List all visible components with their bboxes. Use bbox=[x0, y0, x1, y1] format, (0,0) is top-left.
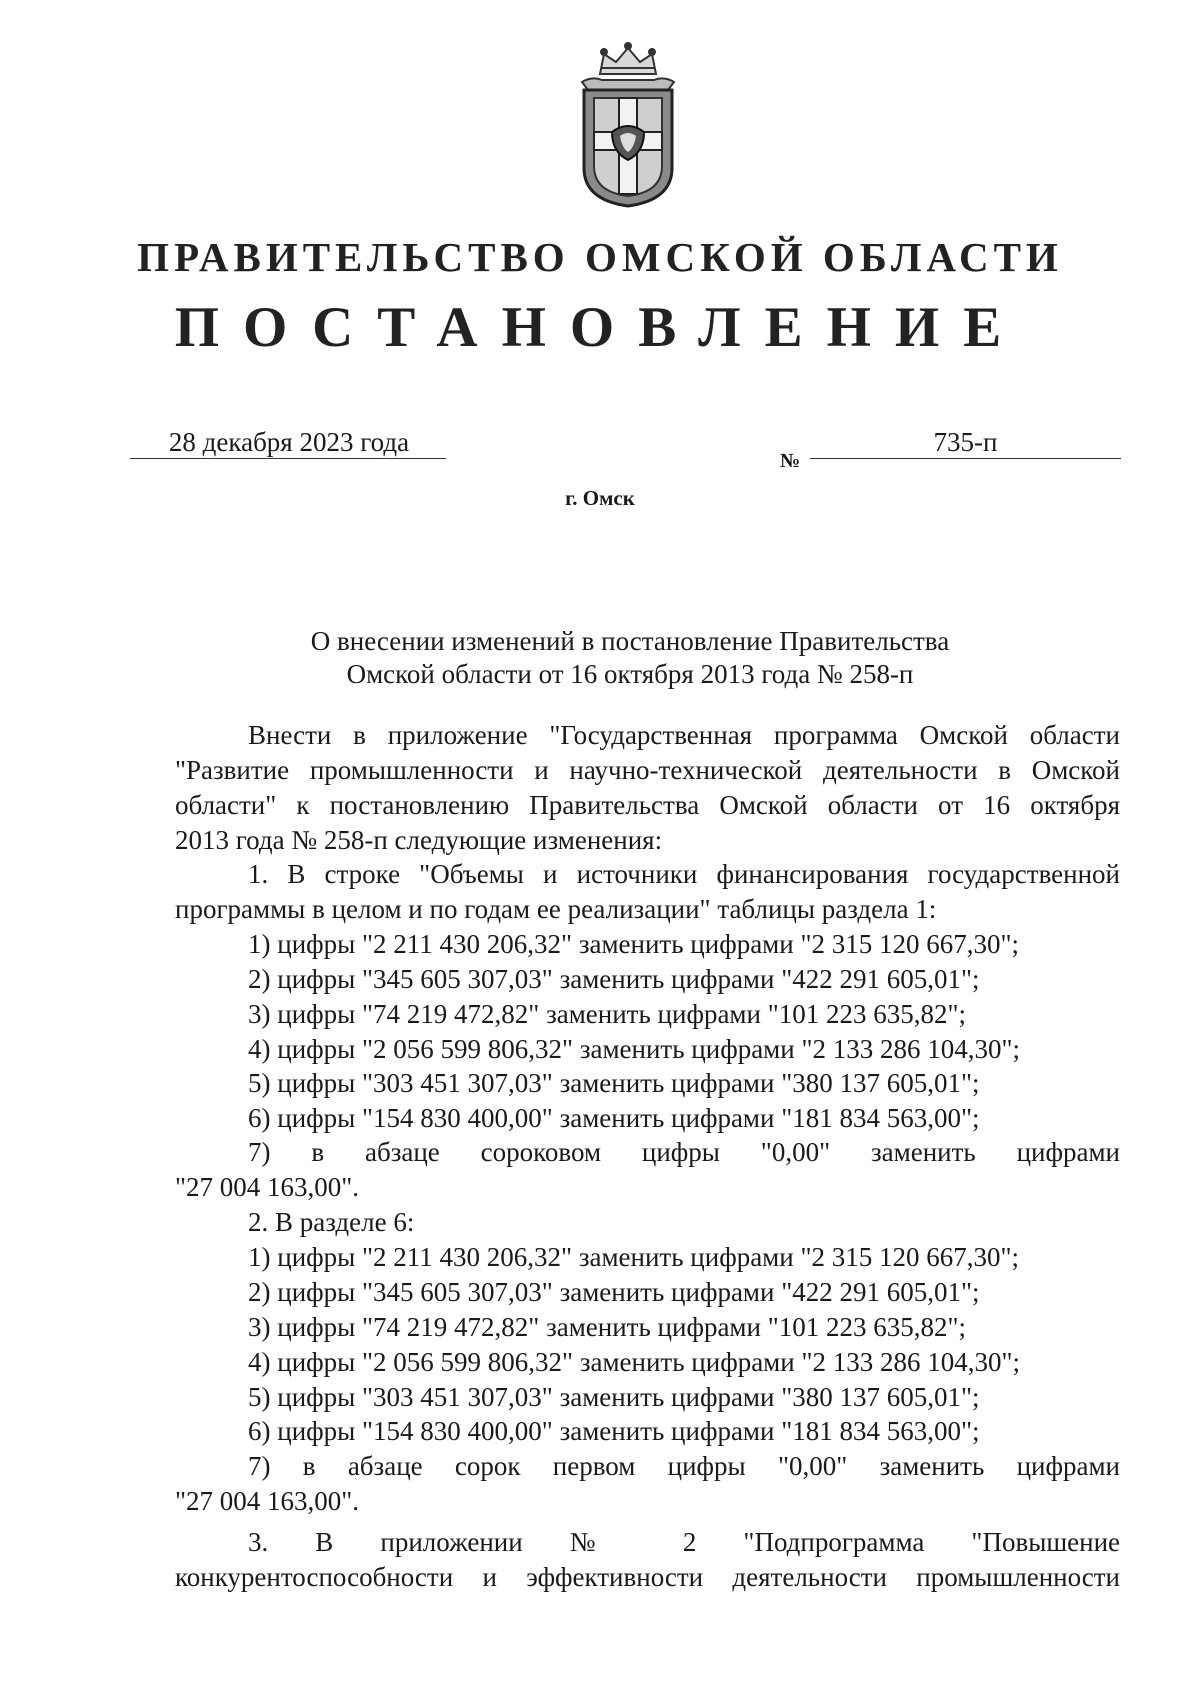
list-item: 1) цифры "2 211 430 206,32" заменить цифрами "2 315 120 667,30"; bbox=[248, 1242, 1020, 1272]
list-item-continuation: "27 004 163,00". bbox=[175, 1172, 360, 1202]
list-item: 3) цифры "74 219 472,82" заменить цифрами "101 223 635,82"; bbox=[248, 999, 967, 1029]
paragraph-line: 2013 года № 258-п следующие изменения: bbox=[175, 825, 663, 855]
list-item: 5) цифры "303 451 307,03" заменить цифрами "380 137 605,01"; bbox=[248, 1068, 980, 1098]
date-field bbox=[130, 426, 446, 459]
list-item: 3) цифры "74 219 472,82" заменить цифрами "101 223 635,82"; bbox=[248, 1312, 967, 1342]
list-item: 1) цифры "2 211 430 206,32" заменить цифрами "2 315 120 667,30"; bbox=[248, 929, 1020, 959]
paragraph-line: 3. В приложении № 2 "Подпрограмма "Повышение bbox=[248, 1527, 1120, 1557]
list-item: 4) цифры "2 056 599 806,32" заменить цифрами "2 133 286 104,30"; bbox=[248, 1034, 1021, 1064]
document-title-line-1: О внесении изменений в постановление Правительства bbox=[310, 626, 950, 656]
list-item: 6) цифры "154 830 400,00" заменить цифрами "181 834 563,00"; bbox=[248, 1416, 980, 1446]
list-item: 6) цифры "154 830 400,00" заменить цифрами "181 834 563,00"; bbox=[248, 1103, 980, 1133]
list-item-continuation: "27 004 163,00". bbox=[175, 1486, 360, 1516]
list-item: 2) цифры "345 605 307,03" заменить цифрами "422 291 605,01"; bbox=[248, 1277, 980, 1307]
list-item: 4) цифры "2 056 599 806,32" заменить цифрами "2 133 286 104,30"; bbox=[248, 1347, 1021, 1377]
document-title-line-2: Омской области от 16 октября 2013 года № 258-п bbox=[346, 659, 914, 689]
paragraph-line: Внести в приложение "Государственная программа Омской области bbox=[248, 720, 1120, 750]
section-heading: 2. В разделе 6: bbox=[248, 1207, 415, 1237]
paragraph-line: 1. В строке "Объемы и источники финансирования государственной bbox=[248, 859, 1120, 889]
list-item: 7) в абзаце сорок первом цифры "0,00" заменить цифрами bbox=[248, 1451, 1120, 1481]
number-field bbox=[810, 426, 1121, 459]
list-item: 5) цифры "303 451 307,03" заменить цифрами "380 137 605,01"; bbox=[248, 1382, 980, 1412]
list-item: 2) цифры "345 605 307,03" заменить цифрами "422 291 605,01"; bbox=[248, 964, 980, 994]
paragraph-line: конкурентоспособности и эффективности деятельности промышленности bbox=[175, 1562, 1120, 1592]
document-type-title: ПОСТАНОВЛЕНИЕ bbox=[174, 296, 1026, 359]
list-item: 7) в абзаце сороковом цифры "0,00" заменить цифрами bbox=[248, 1137, 1120, 1167]
number-sign: № bbox=[780, 450, 801, 472]
city: г. Омск bbox=[565, 486, 635, 510]
document-number: 735-п bbox=[933, 427, 998, 457]
organization-title: ПРАВИТЕЛЬСТВО ОМСКОЙ ОБЛАСТИ bbox=[137, 234, 1063, 280]
document-date: 28 декабря 2023 года bbox=[168, 427, 410, 457]
paragraph-line: области" к постановлению Правительства Омской области от 16 октября bbox=[175, 790, 1120, 820]
paragraph-line: программы в целом и по годам ее реализации" таблицы раздела 1: bbox=[175, 894, 937, 924]
paragraph-line: "Развитие промышленности и научно-технической деятельности в Омской bbox=[175, 755, 1120, 785]
coat-of-arms-icon bbox=[572, 40, 684, 210]
